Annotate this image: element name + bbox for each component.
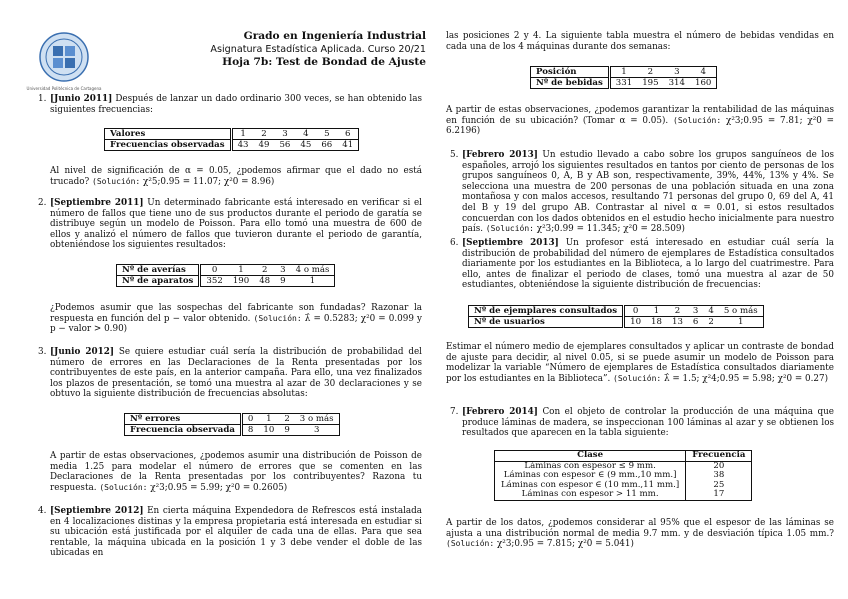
- table-cell: 17: [686, 490, 752, 500]
- solution-label: (Solución:: [92, 176, 141, 186]
- table-cell: 49: [254, 140, 275, 151]
- subject-line: Asignatura Estadística Aplicada. Curso 20/21: [210, 44, 426, 55]
- table-cell: 314: [664, 78, 690, 89]
- problem-number: 5.: [450, 150, 459, 160]
- solution-label: (Solución:: [613, 373, 662, 383]
- question-text: Al nivel de significación de α = 0.05, ¿podemos afirmar que el dado no está trucado?: [50, 166, 422, 187]
- table-cell: 2: [254, 129, 275, 140]
- problem-6-question: [446, 342, 834, 384]
- table-row-label: Frecuencias observadas: [105, 140, 232, 151]
- problem-date: [Junio 2011]: [50, 94, 113, 104]
- table-cell: 4: [703, 306, 718, 317]
- library-table: [468, 305, 764, 328]
- table-cell: 48: [254, 276, 275, 287]
- table-cell: 3: [275, 265, 290, 276]
- table-cell: 3: [664, 67, 690, 78]
- logo-caption: Universidad Politécnica de Cartagena: [26, 86, 102, 91]
- solution-text: χ²3;0.95 = 7.81; χ²0 = 6.2196): [446, 115, 834, 137]
- table-cell: Láminas con espesor ∈ (9 mm.,10 mm.]: [495, 471, 686, 481]
- solution-label: (Solución:: [99, 482, 148, 492]
- table-cell: Láminas con espesor ∈ (10 mm.,11 mm.]: [495, 481, 686, 491]
- problem-number: 2.: [38, 198, 47, 208]
- university-logo: [26, 30, 102, 94]
- problem-number: 1.: [38, 94, 47, 104]
- table-cell: 2: [667, 306, 688, 317]
- problem-text: Un profesor está interesado en estudiar cuál sería la distribución de probabilidad del número de ejemplares de Estadística consultados diariamente por los estudiantes en la Biblioteca, a lo largo del cuatrimestre. Para ello, antes de finalizar el periodo de clases, tomó una muestra al azar de 50 estudiantes, obteniéndose la siguiente distribución de frecuencias:: [462, 238, 835, 291]
- table-cell: 331: [609, 78, 637, 89]
- table-cell: 4: [295, 129, 316, 140]
- table-cell: 2: [279, 414, 294, 425]
- problem-date: [Septiembre 2012]: [50, 506, 144, 516]
- solution-text: λ̂ = 0.5283; χ²0 = 0.099 y p − valor > 0.90): [50, 313, 422, 335]
- table-cell: 2: [637, 67, 663, 78]
- problem-6: [450, 238, 835, 291]
- table-cell: 352: [200, 276, 228, 287]
- question-text: ¿Podemos asumir que las sospechas del fabricante son fundadas? Razonar la respuesta en función del p − valor obtenido.: [50, 303, 422, 324]
- table-cell: 3: [688, 306, 703, 317]
- drinks-table: [530, 66, 717, 89]
- solution-text: χ²3;0.95 = 7.815; χ²0 = 5.041): [496, 539, 634, 550]
- problem-1: [38, 94, 423, 115]
- problem-3: [38, 347, 422, 400]
- table-cell: 1: [291, 276, 335, 287]
- problem-4-question: [446, 105, 834, 137]
- problem-date: [Septiembre 2011]: [50, 198, 144, 208]
- table-header-label: Nº de averías: [117, 265, 200, 276]
- table-cell: 20: [686, 461, 752, 471]
- problem-text: Después de lanzar un dado ordinario 300 veces, se han obtenido las siguientes frecuencias:: [50, 94, 423, 115]
- table-cell: 38: [686, 471, 752, 481]
- problem-number: 6.: [450, 238, 459, 248]
- problem-2: [38, 198, 423, 251]
- table-cell: 3 o más: [295, 414, 339, 425]
- solution-label: (Solución:: [485, 224, 534, 234]
- table-cell: 160: [690, 78, 717, 89]
- table-cell: 5 o más: [719, 306, 763, 317]
- table-cell: 6: [688, 317, 703, 328]
- table-cell: 0: [200, 265, 228, 276]
- degree-title: Grado en Ingeniería Industrial: [243, 30, 426, 42]
- table-row-label: Nº de aparatos: [117, 276, 200, 287]
- table-cell: 45: [295, 140, 316, 151]
- table-cell: 9: [279, 425, 294, 436]
- table-cell: 1: [231, 129, 253, 140]
- table-cell: 1: [609, 67, 637, 78]
- problem-7-question: [446, 518, 834, 550]
- problem-date: [Junio 2012]: [50, 347, 115, 357]
- problem-5: [450, 150, 835, 235]
- table-header-label: Posición: [531, 67, 610, 78]
- table-cell: 195: [637, 78, 663, 89]
- problem-7: [450, 407, 835, 439]
- table-row-label: Nº de usuarios: [469, 317, 624, 328]
- table-cell: 2: [703, 317, 718, 328]
- table-row-label: Frecuencia observada: [125, 425, 242, 436]
- table-cell: 56: [274, 140, 295, 151]
- solution-label: (Solución:: [673, 115, 722, 125]
- problem-1-question: [50, 166, 422, 187]
- question-text: A partir de estas observaciones, ¿podemos garantizar la rentabilidad de las máquinas en función de su ubicación? (Tomar α = 0.05).: [446, 105, 834, 126]
- university-seal-icon: [26, 30, 102, 94]
- problem-2-question: [50, 303, 422, 335]
- table-row-label: Nº de bebidas: [531, 78, 610, 89]
- question-text: A partir de estas observaciones, ¿podemos asumir una distribución de Poisson de media 1.25 para modelar el número de errores que se comenten en las Declaraciones de la Renta presentadas por los contribuyentes? Razona tu respuesta.: [50, 451, 422, 493]
- table-cell: 6: [337, 129, 358, 140]
- table-cell: 3: [274, 129, 295, 140]
- question-text: A partir de los datos, ¿podemos considerar al 95% que el espesor de las láminas se ajusta a una distribución normal de media 9.7 mm. y de desviación típica 1.05 mm.?: [446, 518, 834, 539]
- table-cell: 9: [275, 276, 290, 287]
- question-text: Estimar el número medio de ejemplares consultados y aplicar un contraste de bondad de ajuste para decidir, al nivel 0.05, si se puede asumir un modelo de Poisson para modelizar la variable “Número de ejemplares de Estadística consultados diariamente por los estudiantes en la Biblioteca”.: [446, 342, 834, 384]
- problem-text: Con el objeto de controlar la producción de una máquina que produce láminas de madera, se inspeccionan 100 láminas al azar y se obtienen los resultados que aparecen en la tabla siguiente:: [462, 407, 835, 439]
- problem-text: las posiciones 2 y 4. La siguiente tabla muestra el número de bebidas vendidas en cada una de los 4 máquinas durante dos semanas:: [446, 31, 834, 52]
- column-header: Frecuencia: [686, 451, 752, 462]
- solution-label: (Solución:: [446, 539, 495, 549]
- table-cell: 18: [646, 317, 667, 328]
- problem-number: 7.: [450, 407, 459, 417]
- table-header-label: Nº errores: [125, 414, 242, 425]
- problem-date: [Septiembre 2013]: [462, 238, 559, 248]
- table-cell: 1: [228, 265, 254, 276]
- table-cell: 66: [316, 140, 337, 151]
- problem-date: [Febrero 2014]: [462, 407, 538, 417]
- problem-text: Un determinado fabricante está interesado en verificar si el número de fallos que tiene uno de sus productos durante el periodo de garatía se distribuye según un modelo de Poisson. Para ello tomó una muestra de 600 de ellos y analizó el número de fallos que tuvieron durante el periodo de garantía, obteniéndose los siguientes resultados:: [50, 198, 423, 251]
- table-cell: 5: [316, 129, 337, 140]
- table-cell: 3: [295, 425, 339, 436]
- table-cell: 0: [624, 306, 646, 317]
- sheets-frequency-table: [494, 450, 752, 501]
- table-header-label: Nº de ejemplares consultados: [469, 306, 624, 317]
- table-cell: 2: [254, 265, 275, 276]
- table-cell: 43: [231, 140, 253, 151]
- problem-number: 3.: [38, 347, 47, 357]
- table-cell: 1: [646, 306, 667, 317]
- table-cell: 1: [258, 414, 279, 425]
- problem-text: Un estudio llevado a cabo sobre los grupos sanguíneos de los españoles, arrojó los siguientes resultados en tantos por ciento de personas de los grupos sanguíneos 0, A, B y AB son, respectivamente, 39%, 44%, 13% y 4%. Se selecciona una muestra de 200 personas de una población situada en una zona montañosa y con malos accesos, resultando 71 personas del grupo 0, 69 del A, 41 del B y 19 del grupo AB. Contrastar al nivel α = 0.01, si estos resultados concuerdan con los dados obtenidos en el estudio hecho inicialmente para nuestro país.: [462, 150, 835, 235]
- column-header: Clase: [495, 451, 686, 462]
- solution-label: (Solución:: [253, 313, 302, 323]
- problem-number: 4.: [38, 506, 47, 516]
- dice-frequency-table: [104, 128, 359, 151]
- table-header-label: Valores: [105, 129, 232, 140]
- document-header: [200, 30, 426, 69]
- problem-text: En cierta máquina Expendedora de Refrescos está instalada en 4 localizaciones distinas y la empresa propietaria está interesada en estudiar si su ubicación está justificada por el alquiler de cada una de ellas. Para que sea rentable, la máquina ubicada en la posición 1 y 3 debe vender el doble de las ubicadas en: [50, 506, 423, 559]
- table-cell: 1: [719, 317, 763, 328]
- problem-3-question: [50, 451, 422, 493]
- solution-text: χ²3;0.95 = 5.99; χ²0 = 0.2605): [150, 482, 288, 493]
- table-cell: Láminas con espesor ≤ 9 mm.: [495, 461, 686, 471]
- table-cell: 25: [686, 481, 752, 491]
- problem-date: [Febrero 2013]: [462, 150, 538, 160]
- table-cell: 190: [228, 276, 254, 287]
- problem-4-continued: [446, 31, 834, 52]
- failures-table: [116, 264, 335, 287]
- table-cell: 41: [337, 140, 358, 151]
- table-cell: 10: [258, 425, 279, 436]
- table-cell: 13: [667, 317, 688, 328]
- table-cell: 4 o más: [291, 265, 335, 276]
- table-cell: 4: [690, 67, 717, 78]
- sheet-title: Hoja 7b: Test de Bondad de Ajuste: [222, 56, 426, 68]
- solution-text: λ̂ = 1.5; χ²4;0.95 = 5.98; χ²0 = 0.27): [664, 373, 829, 384]
- solution-text: χ²3;0.99 = 11.345; χ²0 = 28.509): [536, 224, 685, 235]
- problem-4: [38, 506, 423, 559]
- solution-text: χ²5;0.95 = 11.07; χ²0 = 8.96): [143, 176, 275, 187]
- table-cell: Láminas con espesor > 11 mm.: [495, 490, 686, 500]
- table-cell: 10: [624, 317, 646, 328]
- table-cell: 8: [241, 425, 258, 436]
- errors-table: [124, 413, 340, 436]
- table-cell: 0: [241, 414, 258, 425]
- problem-text: Se quiere estudiar cuál sería la distribución de probabilidad del número de errores en las Declaraciones de la Renta presentadas por los contribuyentes de este país, en la anterior campaña. Para ello, una vez finalizados los plazos de presentación, se tomó una muestra al azar de 30 declaraciones y se obtuvo la siguiente distribución de frecuencias absolutas:: [50, 347, 422, 400]
